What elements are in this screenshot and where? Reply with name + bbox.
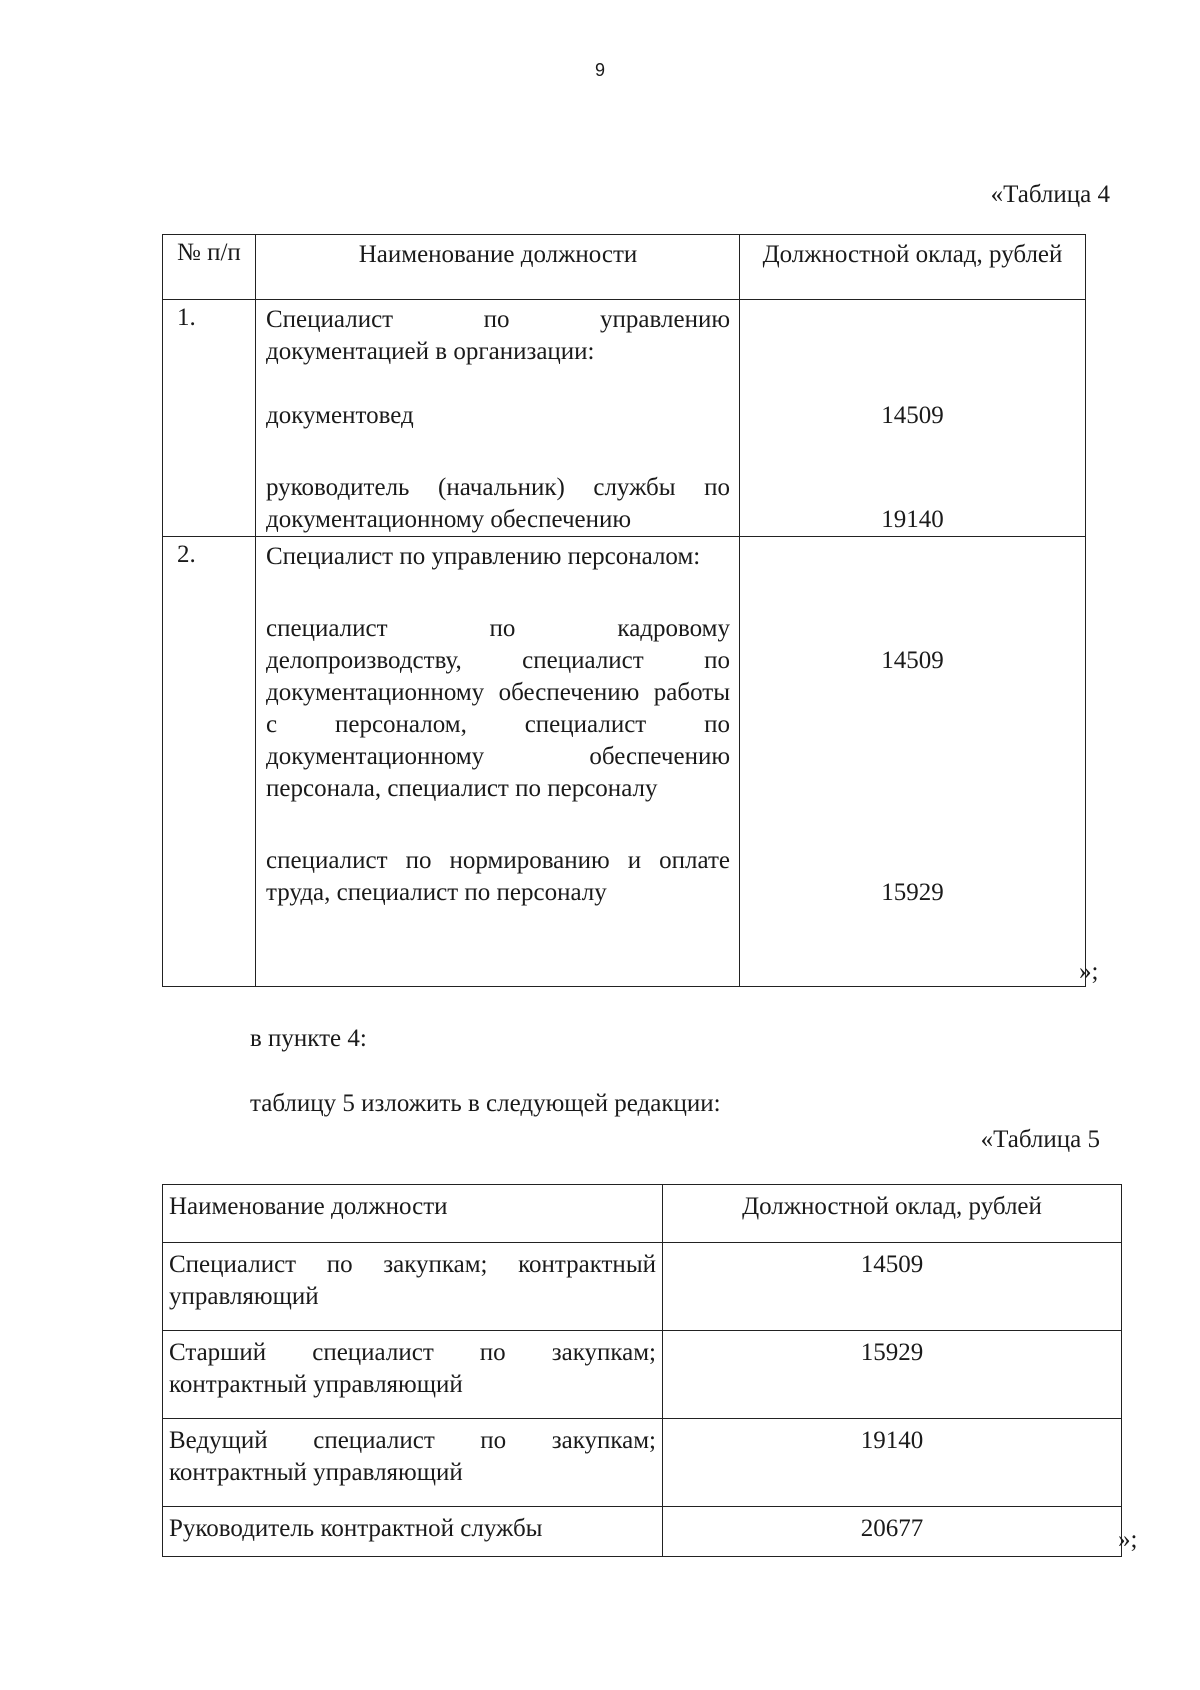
position-name: руководитель (начальник) службы по документационному обеспечению <box>266 474 730 533</box>
table-row <box>163 300 1086 537</box>
table4 <box>162 234 1086 987</box>
salary-value: 19140 <box>663 1419 1122 1507</box>
table4-header-row <box>163 235 1086 300</box>
position-name: документовед <box>266 402 414 429</box>
salary-value: 15929 <box>881 879 944 906</box>
table5 <box>162 1184 1122 1557</box>
section-title: Специалист по управлению персоналом: <box>266 543 701 570</box>
table-row <box>163 537 1086 987</box>
table-row <box>163 1243 1122 1331</box>
table-row <box>163 1419 1122 1507</box>
table4-header-num: № п/п <box>163 235 256 300</box>
row-number: 2. <box>163 537 256 987</box>
table4-header-name: Наименование должности <box>256 235 740 300</box>
table-row <box>163 1507 1122 1557</box>
page-number: 9 <box>594 60 605 80</box>
position-name: Специалист по закупкам; контрактный управляющий <box>163 1243 663 1331</box>
position-name: Старший специалист по закупкам; контрактный управляющий <box>163 1331 663 1419</box>
salary-value: 14509 <box>881 402 944 429</box>
position-name: Руководитель контрактной службы <box>163 1507 663 1557</box>
salary-value: 15929 <box>663 1331 1122 1419</box>
table4-caption: «Таблица 4 <box>990 181 1110 208</box>
section-title: Специалист по управлению документацией в организации: <box>266 306 730 365</box>
table4-closing-quote: »; <box>1079 958 1099 985</box>
table5-header-name: Наименование должности <box>163 1185 663 1243</box>
salary-value: 19140 <box>881 506 944 533</box>
row-number: 1. <box>163 300 256 537</box>
table-row <box>163 1331 1122 1419</box>
table5-header-salary: Должностной оклад, рублей <box>663 1185 1122 1243</box>
paragraph: таблицу 5 изложить в следующей редакции: <box>250 1090 721 1117</box>
position-name: Ведущий специалист по закупкам; контрактный управляющий <box>163 1419 663 1507</box>
salary-value: 14509 <box>663 1243 1122 1331</box>
table5-header-row <box>163 1185 1122 1243</box>
table5-caption: «Таблица 5 <box>980 1126 1100 1153</box>
table4-header-salary: Должностной оклад, рублей <box>740 235 1086 300</box>
paragraph: в пункте 4: <box>250 1025 367 1052</box>
position-name: специалист по кадровому делопроизводству, специалист по документационному обеспечению работы с персоналом, специалист по документационному обеспечению персонала, специалист по персоналу <box>266 615 730 802</box>
salary-value: 14509 <box>881 647 944 674</box>
position-name: специалист по нормированию и оплате труда, специалист по персоналу <box>266 847 730 906</box>
table5-closing-quote: »; <box>1118 1526 1138 1553</box>
salary-value: 20677 <box>663 1507 1122 1557</box>
